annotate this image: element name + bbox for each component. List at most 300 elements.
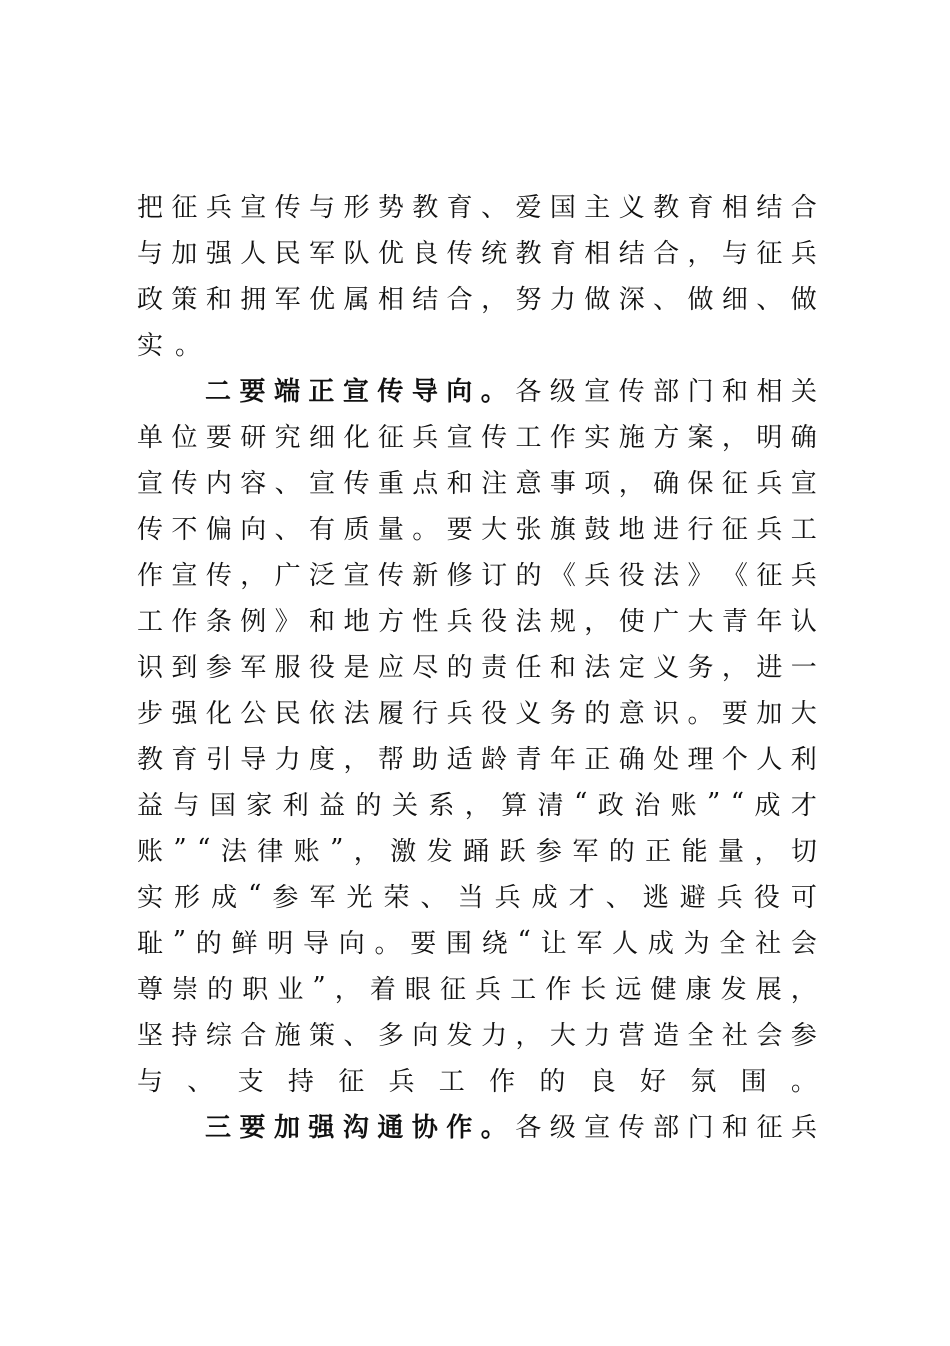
text-char: 能: [681, 836, 708, 867]
text-char: 引: [205, 744, 232, 775]
text-char: 账: [137, 836, 164, 867]
text-char: 确: [790, 422, 817, 453]
text-char: 帮: [377, 744, 404, 775]
text-char: “: [730, 788, 745, 818]
text-char: 大: [687, 606, 714, 637]
text-char: 耻: [137, 928, 164, 959]
text-char: 认: [790, 606, 817, 637]
text-char: 策: [309, 1020, 336, 1051]
text-char: 与: [173, 790, 200, 821]
text-char: 各: [515, 1112, 542, 1143]
text-char: 兵: [790, 238, 817, 269]
text-char: 合: [240, 1020, 267, 1051]
text-char: ，: [754, 836, 781, 867]
text-char: 可: [790, 882, 817, 913]
text-char: 尊: [137, 974, 164, 1005]
text-char: 参: [205, 652, 232, 683]
text-char: 法: [515, 606, 542, 637]
text-char: 踊: [463, 836, 490, 867]
text-char: 旗: [549, 514, 576, 545]
text-char: 不: [171, 514, 198, 545]
text-char: 行: [687, 514, 714, 545]
text-char: 做: [790, 284, 817, 315]
text-char: 为: [683, 928, 710, 959]
text-char: 地: [618, 514, 645, 545]
text-char: 传: [377, 560, 404, 591]
text-char: ，: [687, 238, 714, 269]
text-char: 力: [584, 1020, 611, 1051]
text-char: 发: [720, 974, 747, 1005]
text-char: 行: [412, 698, 439, 729]
text-line: [137, 642, 817, 688]
text-char: 征: [756, 1112, 783, 1143]
text-char: 例: [240, 606, 267, 637]
text-char: 、: [756, 284, 783, 315]
text-char: 质: [343, 514, 370, 545]
text-char: 强: [171, 698, 198, 729]
text-char: 形: [174, 882, 201, 913]
text-char: 关: [790, 376, 817, 407]
lead-heading-char: 要: [239, 376, 266, 407]
text-char: 宣: [446, 422, 473, 453]
text-char: 单: [137, 422, 164, 453]
lead-heading-char: 加: [273, 1112, 300, 1143]
text-char: 施: [274, 1020, 301, 1051]
text-char: 的: [355, 790, 382, 821]
text-char: 切: [790, 836, 817, 867]
text-char: 避: [679, 882, 706, 913]
text-char: 主: [584, 192, 611, 223]
text-char: 着: [369, 974, 396, 1005]
text-char: 参: [790, 1020, 817, 1051]
text-char: 作: [171, 606, 198, 637]
text-char: 会: [790, 928, 817, 959]
text-char: 的: [515, 560, 542, 591]
text-char: 量: [718, 836, 745, 867]
text-line: [137, 228, 817, 274]
text-char: 作: [549, 422, 576, 453]
text-char: 征: [171, 192, 198, 223]
text-char: 教: [653, 192, 680, 223]
paragraph-first-line: [137, 366, 817, 412]
text-char: 张: [515, 514, 542, 545]
text-char: 化: [343, 422, 370, 453]
text-char: 事: [549, 468, 576, 499]
text-char: 》: [687, 560, 714, 591]
text-char: 职: [242, 974, 269, 1005]
text-char: 施: [618, 422, 645, 453]
text-char: 统: [481, 238, 508, 269]
text-char: 育: [687, 192, 714, 223]
text-char: 益: [319, 790, 346, 821]
text-char: 民: [274, 698, 301, 729]
text-line: [137, 1010, 817, 1056]
text-char: 宣: [790, 468, 817, 499]
text-char: 兵: [412, 422, 439, 453]
text-char: 保: [687, 468, 714, 499]
text-char: ，: [343, 744, 370, 775]
text-char: 坚: [137, 1020, 164, 1051]
text-char: 益: [137, 790, 164, 821]
text-char: 国: [549, 192, 576, 223]
text-char: ，: [584, 606, 611, 637]
text-char: 策: [171, 284, 198, 315]
text-char: “: [248, 880, 262, 910]
text-char: 进: [653, 514, 680, 545]
text-char: 意: [515, 468, 542, 499]
text-char: 修: [446, 560, 473, 591]
lead-heading-char: 沟: [342, 1112, 369, 1143]
text-char: 崇: [172, 974, 199, 1005]
text-char: 、: [420, 882, 447, 913]
text-char: 龄: [481, 744, 508, 775]
text-char: 传: [343, 468, 370, 499]
text-char: 要: [410, 928, 437, 959]
text-char: “: [517, 926, 531, 956]
text-char: 广: [274, 560, 301, 591]
text-char: 新: [412, 560, 439, 591]
text-char: 势: [377, 192, 404, 223]
text-char: 强: [205, 238, 232, 269]
text-char: 合: [653, 238, 680, 269]
text-char: 兵: [205, 192, 232, 223]
text-char: 大: [549, 1020, 576, 1051]
text-char: 助: [412, 744, 439, 775]
text-char: 泛: [309, 560, 336, 591]
text-char: 理: [687, 744, 714, 775]
text-line: [137, 872, 817, 918]
lead-heading-char: 传: [377, 376, 404, 407]
text-char: 案: [687, 422, 714, 453]
text-char: 化: [205, 698, 232, 729]
text-char: 和: [549, 652, 576, 683]
text-char: 健: [650, 974, 677, 1005]
text-char: 年: [756, 606, 783, 637]
text-char: 工: [137, 606, 164, 637]
text-char: 围: [446, 928, 473, 959]
text-char: 役: [309, 652, 336, 683]
document-body: [137, 182, 817, 1148]
text-char: 规: [549, 606, 576, 637]
text-line: [137, 780, 817, 826]
text-char: 鼓: [584, 514, 611, 545]
text-line: [137, 1056, 817, 1102]
text-line: [137, 550, 817, 596]
text-char: 作: [545, 974, 572, 1005]
text-char: 《: [721, 560, 748, 591]
text-char: 会: [756, 1020, 783, 1051]
text-char: 军: [309, 882, 336, 913]
text-char: 方: [377, 606, 404, 637]
text-char: 重: [377, 468, 404, 499]
text-char: 与: [137, 1066, 164, 1097]
text-char: 与: [137, 238, 164, 269]
line-text: 实。: [137, 330, 214, 361]
text-char: 形: [343, 192, 370, 223]
text-char: 长: [580, 974, 607, 1005]
text-char: 使: [618, 606, 645, 637]
lead-heading-char: 通: [377, 1112, 404, 1143]
text-char: 处: [653, 744, 680, 775]
text-char: ，: [515, 1020, 542, 1051]
lead-heading-char: 要: [239, 1112, 266, 1143]
text-char: 律: [257, 836, 284, 867]
text-char: 步: [137, 698, 164, 729]
text-char: 政: [137, 284, 164, 315]
text-char: 宣: [171, 560, 198, 591]
text-char: ”: [173, 834, 187, 864]
text-char: 要: [721, 698, 748, 729]
text-char: 量: [377, 514, 404, 545]
text-char: 有: [309, 514, 336, 545]
text-char: 大: [481, 514, 508, 545]
text-char: 实: [137, 882, 164, 913]
text-char: 爱: [515, 192, 542, 223]
lead-heading-char: 。: [480, 1112, 507, 1143]
text-char: 相: [756, 376, 783, 407]
text-char: 发: [426, 836, 453, 867]
text-char: 传: [618, 1112, 645, 1143]
text-char: 履: [377, 698, 404, 729]
text-char: 大: [790, 698, 817, 729]
text-char: 业: [277, 974, 304, 1005]
text-char: 内: [205, 468, 232, 499]
text-char: 才: [568, 882, 595, 913]
text-char: 青: [515, 744, 542, 775]
text-char: 役: [481, 698, 508, 729]
text-char: 账: [293, 836, 320, 867]
text-char: 育: [549, 238, 576, 269]
text-char: 征: [721, 514, 748, 545]
text-char: 逃: [642, 882, 669, 913]
text-char: 围: [740, 1066, 767, 1097]
text-char: 定: [618, 652, 645, 683]
text-char: 关: [391, 790, 418, 821]
text-char: 跃: [499, 836, 526, 867]
text-char: 利: [282, 790, 309, 821]
text-char: 偏: [205, 514, 232, 545]
text-char: 一: [790, 652, 817, 683]
text-char: 和: [205, 284, 232, 315]
text-char: 当: [457, 882, 484, 913]
text-char: 民: [274, 238, 301, 269]
text-char: 工: [515, 422, 542, 453]
text-char: ，: [721, 652, 748, 683]
text-char: 役: [481, 606, 508, 637]
lead-heading-char: 二: [205, 376, 232, 407]
text-char: 多: [377, 1020, 404, 1051]
text-char: 军: [309, 238, 336, 269]
text-char: 确: [618, 744, 645, 775]
text-char: 部: [653, 376, 680, 407]
text-char: 社: [721, 1020, 748, 1051]
text-line: [137, 458, 817, 504]
text-char: 人: [240, 238, 267, 269]
text-char: 级: [549, 1112, 576, 1143]
text-char: 征: [756, 560, 783, 591]
text-char: 义: [618, 192, 645, 223]
text-char: 门: [687, 376, 714, 407]
text-char: 利: [790, 744, 817, 775]
lead-heading-char: 宣: [342, 376, 369, 407]
text-char: 传: [481, 422, 508, 453]
text-line: [137, 688, 817, 734]
text-char: 。: [374, 928, 401, 959]
text-char: 务: [687, 652, 714, 683]
text-char: 宣: [137, 468, 164, 499]
lead-heading-char: 强: [308, 1112, 335, 1143]
text-char: ”: [312, 972, 326, 1002]
text-char: 良: [589, 1066, 616, 1097]
text-char: 应: [377, 652, 404, 683]
text-char: ”: [330, 834, 344, 864]
text-char: 营: [618, 1020, 645, 1051]
text-char: 传: [171, 468, 198, 499]
text-char: 兵: [446, 606, 473, 637]
text-char: ，: [334, 974, 361, 1005]
text-line: [137, 182, 817, 228]
text-char: 项: [584, 468, 611, 499]
text-char: 综: [205, 1020, 232, 1051]
text-char: 确: [653, 468, 680, 499]
text-char: 的: [584, 698, 611, 729]
text-char: 公: [240, 698, 267, 729]
text-char: 是: [343, 652, 370, 683]
text-char: 持: [171, 1020, 198, 1051]
text-char: 传: [446, 238, 473, 269]
text-char: 结: [618, 238, 645, 269]
text-char: 明: [756, 422, 783, 453]
text-char: “: [574, 788, 588, 818]
text-char: 部: [653, 1112, 680, 1143]
text-char: 加: [171, 238, 198, 269]
text-char: 发: [446, 1020, 473, 1051]
text-char: 。: [412, 514, 439, 545]
text-char: ”: [172, 926, 187, 956]
text-char: 法: [343, 698, 370, 729]
lead-heading-char: 向: [446, 376, 473, 407]
text-char: 要: [205, 422, 232, 453]
text-char: 兵: [756, 514, 783, 545]
text-char: 力: [481, 1020, 508, 1051]
text-char: 教: [412, 192, 439, 223]
text-char: 兵: [446, 698, 473, 729]
text-char: 级: [549, 376, 576, 407]
text-char: 兵: [584, 560, 611, 591]
text-char: 个: [721, 744, 748, 775]
text-char: 成: [754, 790, 781, 821]
text-char: 治: [634, 790, 661, 821]
text-char: 役: [753, 882, 780, 913]
text-char: ，: [353, 836, 380, 867]
text-char: 宣: [309, 468, 336, 499]
text-char: 工: [510, 974, 537, 1005]
text-char: 宣: [584, 376, 611, 407]
text-char: 相: [721, 192, 748, 223]
text-char: 良: [412, 238, 439, 269]
text-char: 激: [390, 836, 417, 867]
text-char: 明: [267, 928, 294, 959]
text-char: 加: [756, 698, 783, 729]
text-char: 结: [756, 192, 783, 223]
text-char: 与: [309, 192, 336, 223]
text-char: 人: [756, 744, 783, 775]
text-char: 力: [549, 284, 576, 315]
text-char: 、: [274, 514, 301, 545]
text-char: 方: [653, 422, 680, 453]
text-char: 役: [618, 560, 645, 591]
text-char: 、: [274, 468, 301, 499]
text-char: 参: [535, 836, 562, 867]
text-char: 正: [584, 744, 611, 775]
text-char: 兵: [388, 1066, 415, 1097]
lead-heading-char: 导: [411, 376, 438, 407]
text-char: 兵: [790, 1112, 817, 1143]
text-char: 军: [240, 652, 267, 683]
text-char: 、: [481, 192, 508, 223]
text-char: 把: [137, 192, 164, 223]
text-char: 向: [338, 928, 365, 959]
text-char: 向: [240, 514, 267, 545]
text-char: 力: [274, 744, 301, 775]
text-char: 依: [309, 698, 336, 729]
text-char: 容: [240, 468, 267, 499]
text-char: 教: [137, 744, 164, 775]
text-char: 家: [246, 790, 273, 821]
text-char: 成: [647, 928, 674, 959]
text-char: 、: [653, 284, 680, 315]
text-char: 和: [722, 376, 749, 407]
text-char: 优: [309, 284, 336, 315]
text-char: 法: [220, 836, 247, 867]
text-char: 细: [721, 284, 748, 315]
text-char: 军: [274, 284, 301, 315]
text-char: 展: [755, 974, 782, 1005]
text-char: ，: [618, 468, 645, 499]
text-char: 属: [343, 284, 370, 315]
text-char: 和: [309, 606, 336, 637]
text-char: 光: [346, 882, 373, 913]
text-char: 远: [615, 974, 642, 1005]
lead-heading-char: 作: [446, 1112, 473, 1143]
text-char: 相: [377, 284, 404, 315]
text-line: [137, 964, 817, 1010]
text-char: 适: [446, 744, 473, 775]
text-char: 与: [721, 238, 748, 269]
text-char: 兵: [756, 468, 783, 499]
text-char: 导: [303, 928, 330, 959]
text-char: 、: [343, 1020, 370, 1051]
text-char: 。: [790, 1066, 817, 1097]
text-char: 细: [309, 422, 336, 453]
text-char: 度: [309, 744, 336, 775]
text-char: 的: [539, 1066, 566, 1097]
text-char: 让: [540, 928, 567, 959]
text-char: 法: [584, 652, 611, 683]
text-char: 传: [618, 376, 645, 407]
text-char: 法: [653, 560, 680, 591]
text-char: 识: [653, 698, 680, 729]
paragraph-first-line: [137, 1102, 817, 1148]
text-char: 正: [645, 836, 672, 867]
text-char: 义: [515, 698, 542, 729]
text-char: 参: [272, 882, 299, 913]
text-char: 年: [549, 744, 576, 775]
text-char: 兵: [790, 560, 817, 591]
text-char: 努: [515, 284, 542, 315]
text-char: 人: [612, 928, 639, 959]
text-line: [137, 734, 817, 780]
